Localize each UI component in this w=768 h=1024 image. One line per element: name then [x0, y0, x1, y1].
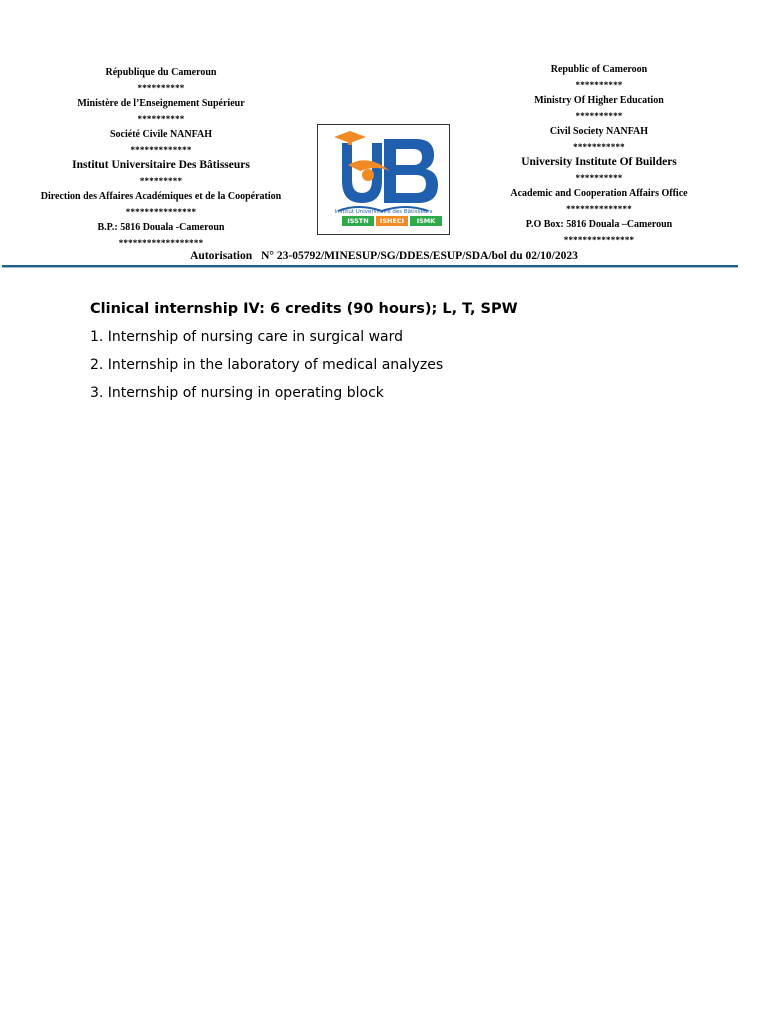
header-left-separator: ************* [130, 144, 192, 155]
header-left-society: Société Civile NANFAH [109, 129, 212, 140]
header-right-separator: ********** [575, 172, 623, 183]
header-divider-shadow [2, 267, 738, 268]
header-right-office: Academic and Cooperation Affairs Office [510, 188, 688, 199]
authorisation-number: N° 23-05792/MINESUP/SG/DDES/ESUP/SDA/bol du 02/10/2023 [261, 250, 578, 262]
logo-badge-isstn: ISSTN [342, 216, 374, 226]
authorisation-label: Autorisation [190, 250, 253, 262]
header-right-address: P.O Box: 5816 Douala –Cameroun [525, 219, 673, 230]
header-left-separator: ****************** [118, 237, 204, 248]
authorisation-line [0, 250, 768, 262]
header-right-society: Civil Society NANFAH [549, 126, 649, 137]
header-left-french [20, 65, 302, 251]
header-right-separator: ********** [575, 79, 623, 90]
section-title: Clinical internship IV: 6 credits (90 hours); L, T, SPW [90, 301, 518, 317]
header-right-separator: ************** [566, 203, 632, 214]
institute-logo [317, 124, 450, 235]
logo-tagline: Institut Universitaire des Bâtisseurs [334, 209, 433, 215]
header-left-country: République du Cameroun [105, 67, 217, 78]
header-right-institute: University Institute Of Builders [521, 156, 677, 168]
header-left-separator: ********** [137, 113, 185, 124]
list-item: 3. Internship of nursing in operating block [90, 385, 384, 401]
header-left-separator: ********** [137, 82, 185, 93]
logo-badge-ismk: ISMK [410, 216, 442, 226]
header-right-ministry: Ministry Of Higher Education [534, 95, 664, 106]
header-left-separator: ********* [139, 175, 183, 186]
header-left-separator: *************** [125, 206, 197, 217]
header-right-country: Republic of Cameroon [550, 64, 648, 75]
header-left-institute: Institut Universitaire Des Bâtisseurs [72, 159, 250, 171]
logo-badges [342, 216, 442, 226]
list-item: 1. Internship of nursing care in surgical ward [90, 329, 404, 345]
logo-badge-isheci: ISHECI [376, 216, 408, 226]
header-right-separator: *************** [563, 234, 635, 245]
header-left-address: B.P.: 5816 Douala -Cameroun [97, 222, 225, 233]
header-right-separator: ********** [575, 110, 623, 121]
header-left-direction: Direction des Affaires Académiques et de la Coopération [40, 191, 282, 202]
header-right-english [478, 62, 720, 248]
header-right-separator: *********** [573, 141, 625, 152]
document-body [90, 299, 730, 411]
list-item: 2. Internship in the laboratory of medical analyzes [90, 357, 444, 373]
header-left-ministry: Ministère de l’Enseignement Supérieur [77, 98, 245, 109]
